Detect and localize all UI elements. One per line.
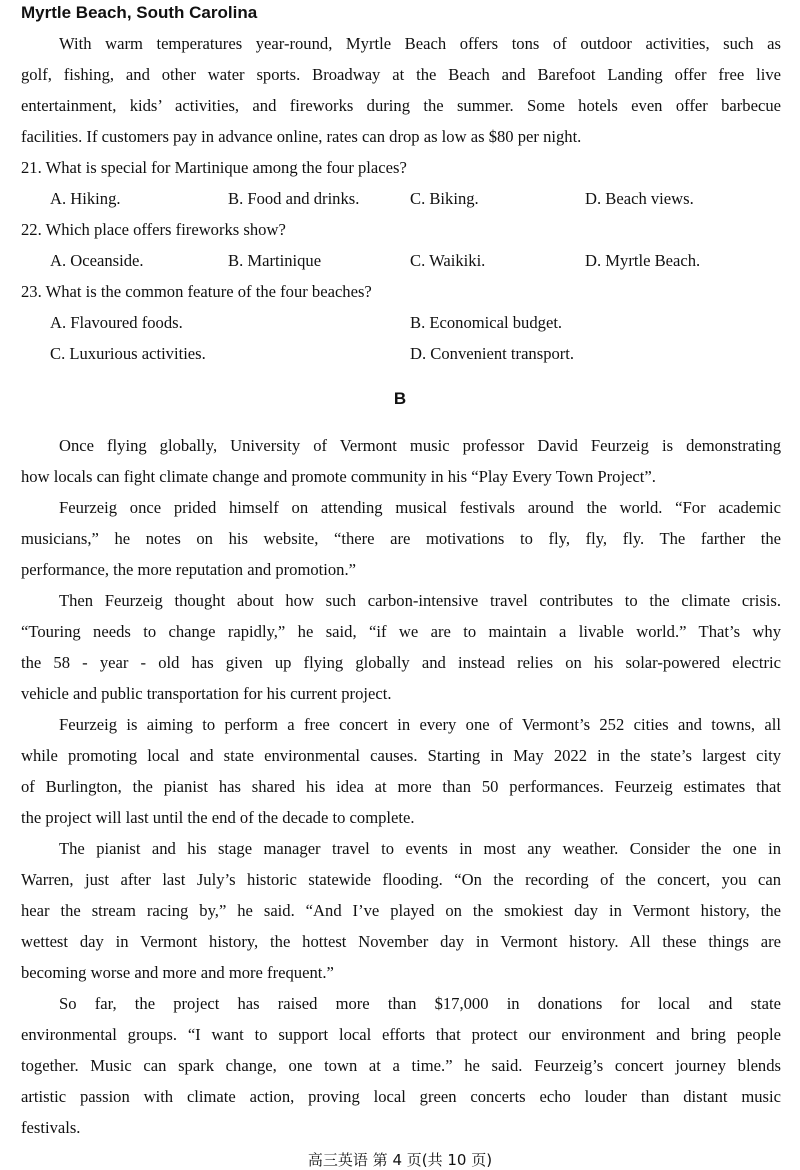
passage-line: Feurzeig is aiming to perform a free concert in every one of Vermont’s 252 cities and towns, all — [59, 715, 781, 734]
passage-line: entertainment, kids’ activities, and fireworks during the summer. Some hotels even offer barbecue — [21, 96, 781, 115]
page-footer: 高三英语 第 4 页(共 10 页) — [307, 1151, 493, 1169]
passage-line: environmental groups. “I want to support local efforts that protect our environment and bring people — [21, 1025, 781, 1044]
passage-line: becoming worse and more and more frequent.” — [21, 963, 334, 982]
passage-line: So far, the project has raised more than $17,000 in donations for local and state — [59, 994, 781, 1013]
question-stem: 23. What is the common feature of the four beaches? — [21, 282, 372, 301]
passage-line: hear the stream racing by,” he said. “And I’ve played on the smokiest day in Vermont history, the — [21, 901, 781, 920]
passage-line: how locals can fight climate change and promote community in his “Play Every Town Project”. — [21, 467, 656, 486]
question-stem: 22. Which place offers fireworks show? — [21, 220, 286, 239]
answer-option: D. Beach views. — [585, 189, 694, 208]
answer-option: C. Luxurious activities. — [50, 344, 206, 363]
answer-option: C. Biking. — [410, 189, 479, 208]
passage-line: vehicle and public transportation for his current project. — [21, 684, 392, 703]
answer-option: D. Myrtle Beach. — [585, 251, 701, 270]
section-label: B — [393, 389, 407, 408]
passage-line: golf, fishing, and other water sports. Broadway at the Beach and Barefoot Landing offer free live — [21, 65, 781, 84]
answer-option: A. Hiking. — [50, 189, 121, 208]
passage-line: Warren, just after last July’s historic statewide flooding. “On the recording of the concert, you can — [21, 870, 781, 889]
passage-line: facilities. If customers pay in advance online, rates can drop as low as $80 per night. — [21, 127, 582, 146]
answer-option: D. Convenient transport. — [410, 344, 575, 363]
passage-line: while promoting local and state environmental causes. Starting in May 2022 in the state’s largest city — [21, 746, 781, 765]
answer-option: B. Economical budget. — [410, 313, 563, 332]
answer-option: B. Martinique — [228, 251, 322, 270]
answer-option: C. Waikiki. — [410, 251, 486, 270]
passage-line: “Touring needs to change rapidly,” he said, “if we are to maintain a livable world.” That’s why — [21, 622, 781, 641]
passage-line: The pianist and his stage manager travel to events in most any weather. Consider the one in — [59, 839, 781, 858]
passage-line: artistic passion with climate action, proving local green concerts echo louder than distant music — [21, 1087, 781, 1106]
answer-option: A. Flavoured foods. — [50, 313, 183, 332]
answer-option: B. Food and drinks. — [228, 189, 360, 208]
passage-line: Then Feurzeig thought about how such carbon-intensive travel contributes to the climate crisis. — [59, 591, 781, 610]
passage-line: Feurzeig once prided himself on attending musical festivals around the world. “For academic — [59, 498, 781, 517]
passage-line: With warm temperatures year-round, Myrtle Beach offers tons of outdoor activities, such as — [59, 34, 781, 53]
passage-line: of Burlington, the pianist has shared his idea at more than 50 performances. Feurzeig estimates that — [21, 777, 781, 796]
passage-line: the project will last until the end of the decade to complete. — [21, 808, 415, 827]
question-stem: 21. What is special for Martinique among the four places? — [21, 158, 407, 177]
passage-line: wettest day in Vermont history, the hottest November day in Vermont history. All these things are — [21, 932, 781, 951]
passage-line: musicians,” he notes on his website, “there are motivations to fly, fly, fly. The farther the — [21, 529, 781, 548]
passage-line: festivals. — [21, 1118, 81, 1137]
passage-line: performance, the more reputation and promotion.” — [21, 560, 356, 579]
answer-option: A. Oceanside. — [50, 251, 144, 270]
passage-heading: Myrtle Beach, South Carolina — [21, 3, 258, 22]
passage-line: together. Music can spark change, one town at a time.” he said. Feurzeig’s concert journey blends — [21, 1056, 781, 1075]
passage-line: Once flying globally, University of Vermont music professor David Feurzeig is demonstrating — [59, 436, 781, 455]
passage-line: the 58 - year - old has given up flying globally and instead relies on his solar-powered electric — [21, 653, 781, 672]
